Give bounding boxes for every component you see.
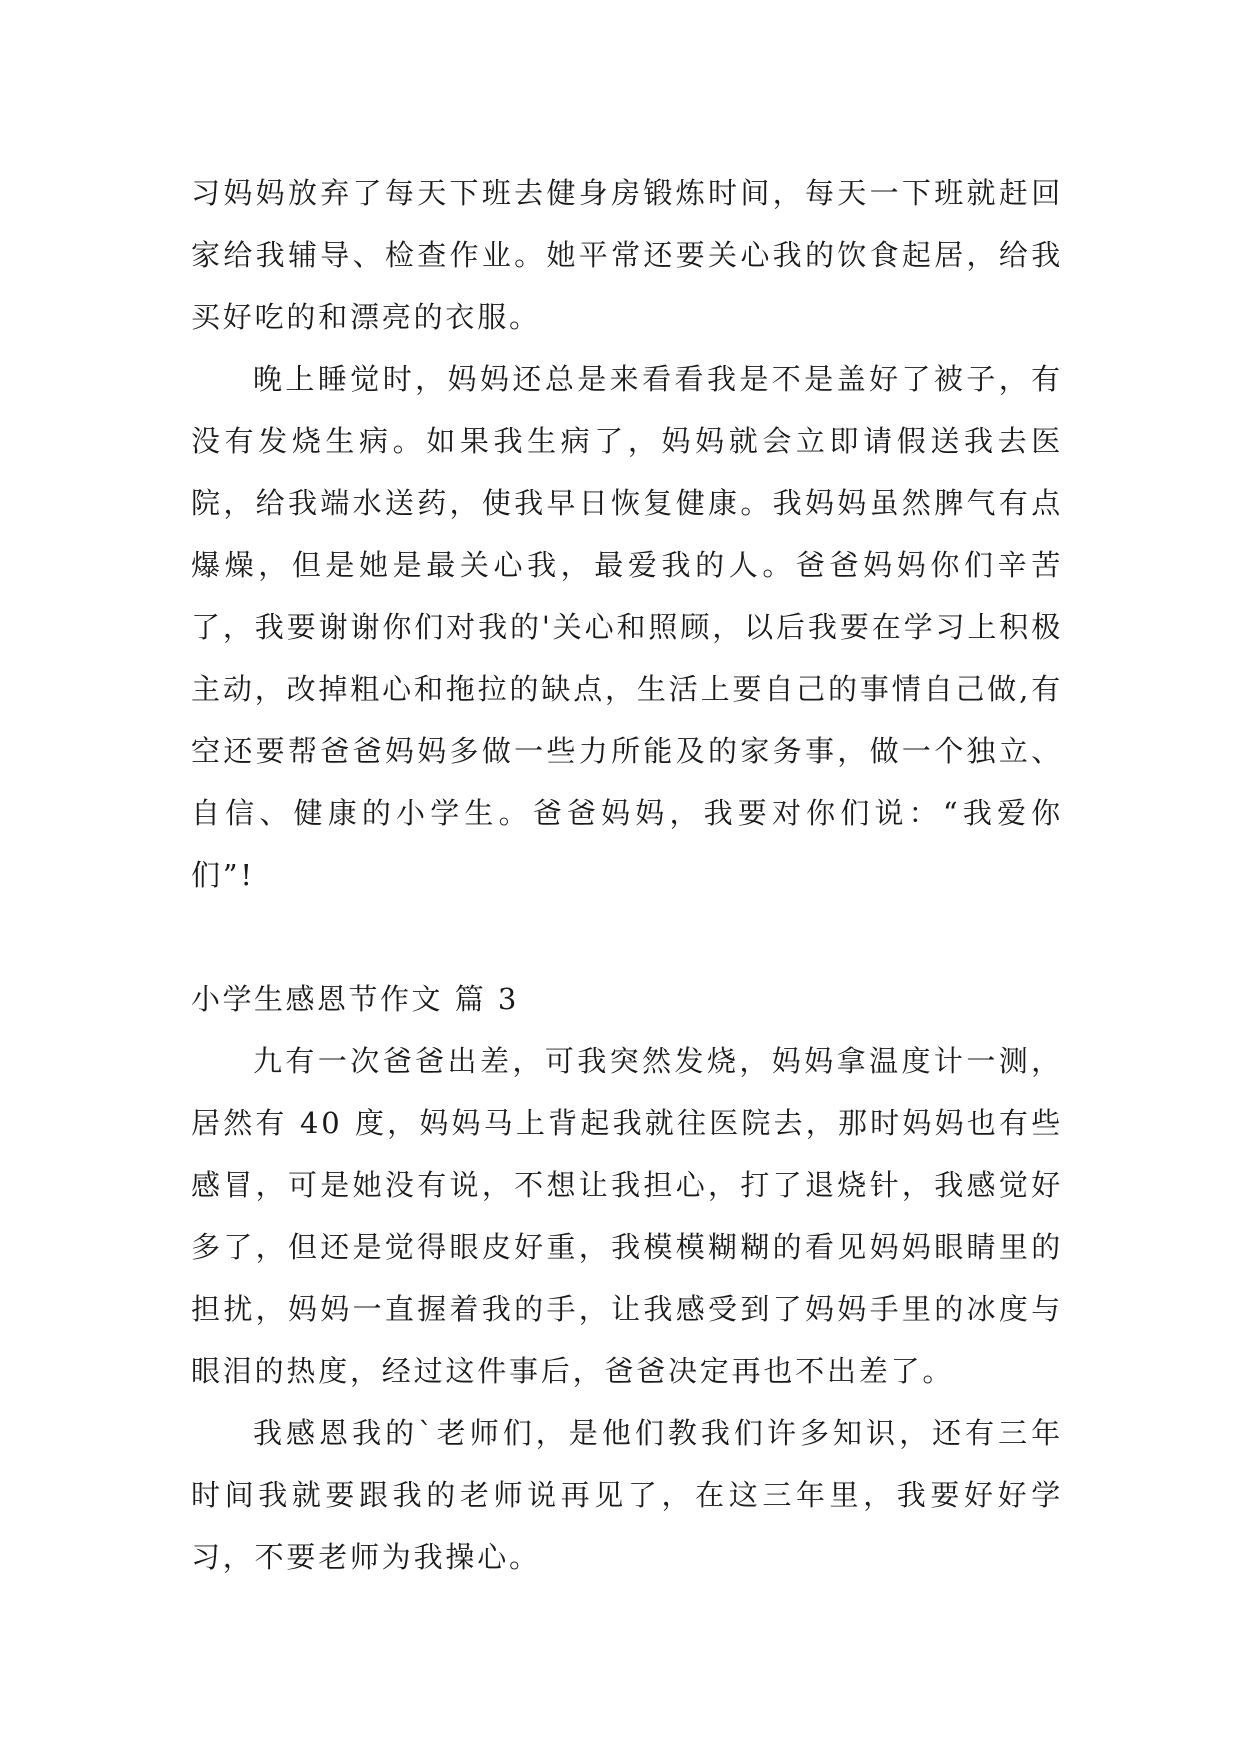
paragraph-fever-story: 九有一次爸爸出差，可我突然发烧，妈妈拿温度计一测，居然有 40 度，妈妈马上背起我就往医院去，那时妈妈也有些感冒，可是她没有说，不想让我担心，打了退烧针，我感觉好多了，但还是觉得眼皮好重，我模模糊糊的看见妈妈眼睛里的担扰，妈妈一直握着我的手，让我感受到了妈妈手里的冰度与眼泪的热度，经过这件事后，爸爸决定再也不出差了。 [191,1044,1063,1388]
section-heading: 小学生感恩节作文 篇 3 [191,982,519,1016]
section-spacer [191,906,1063,968]
document-body [191,162,1063,1588]
paragraph-parents-care: 晚上睡觉时，妈妈还总是来看看我是不是盖好了被子，有没有发烧生病。如果我生病了，妈妈就会立即请假送我去医院，给我端水送药，使我早日恢复健康。我妈妈虽然脾气有点爆燥，但是她是最关心我，最爱我的人。爸爸妈妈你们辛苦了，我要谢谢你们对我的'关心和照顾，以后我要在学习上积极主动，改掉粗心和拖拉的缺点，生活上要自己的事情自己做,有空还要帮爸爸妈妈多做一些力所能及的家务事，做一个独立、自信、健康的小学生。爸爸妈妈，我要对你们说：“我爱你们”! [191,362,1063,892]
paragraph-teachers: 我感恩我的`老师们，是他们教我们许多知识，还有三年时间我就要跟我的老师说再见了，在这三年里，我要好好学习，不要老师为我操心。 [191,1416,1063,1574]
paragraph-continued: 习妈妈放弃了每天下班去健身房锻炼时间，每天一下班就赶回家给我辅导、检查作业。她平常还要关心我的饮食起居，给我买好吃的和漂亮的衣服。 [191,176,1063,334]
